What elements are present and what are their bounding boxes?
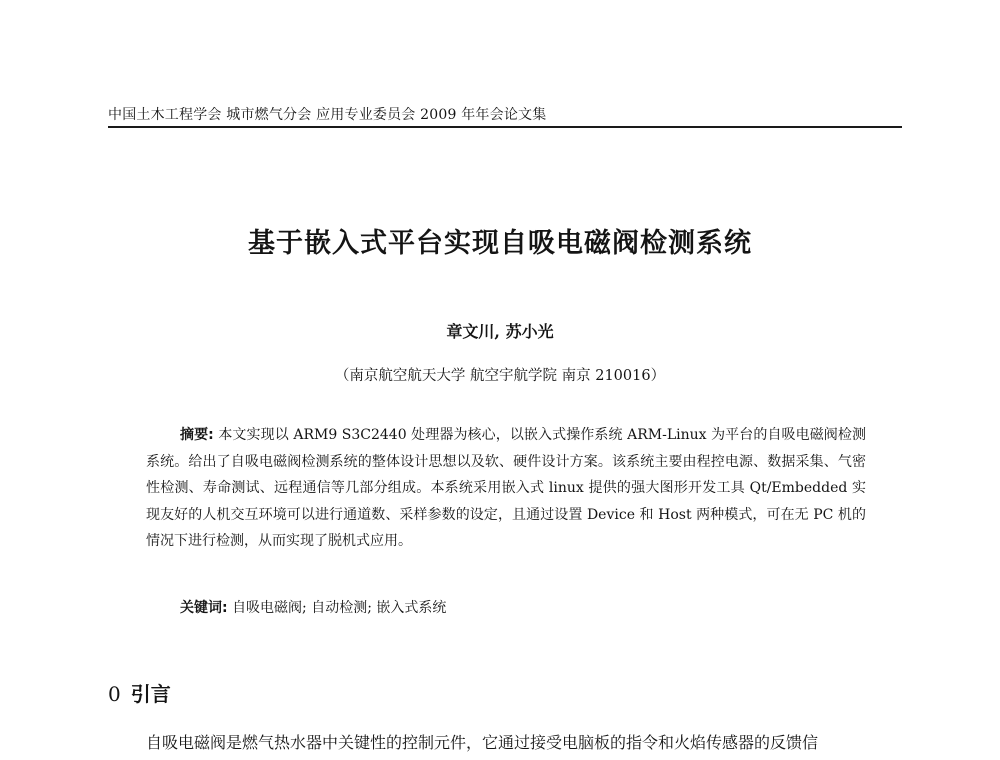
affiliation: （南京航空航天大学 航空宇航学院 南京 210016）	[334, 368, 666, 384]
running-header: 中国土木工程学会 城市燃气分会 应用专业委员会 2009 年年会论文集	[108, 107, 547, 123]
header-rule	[108, 126, 902, 128]
abstract-paragraph	[146, 422, 866, 555]
section-number: 0	[108, 682, 121, 706]
section-heading	[108, 680, 171, 708]
keywords-text: 自吸电磁阀; 自动检测; 嵌入式系统	[232, 600, 447, 616]
paper-title: 基于嵌入式平台实现自吸电磁阀检测系统	[248, 228, 752, 259]
abstract-text: 本文实现以 ARM9 S3C2440 处理器为核心，以嵌入式操作系统 ARM-Linux 为平台的自吸电磁阀检测系统。给出了自吸电磁阀检测系统的整体设计思想以及软、硬件设计方案。该系统主要由程控电源、数据采集、气密性检测、寿命测试、远程通信等几部分组成。本系统采用嵌入式 linux 提供的强大图形开发工具 Qt/Embedded 实现友好的人机交互环境可以进行通道数、采样参数的设定，且通过设置 Device 和 Host 两种模式，可在无 PC 机的情况下进行检测，从而实现了脱机式应用。	[146, 427, 866, 549]
body-paragraph: 自吸电磁阀是燃气热水器中关键性的控制元件，它通过接受电脑板的指令和火焰传感器的反馈信	[146, 733, 819, 752]
authors: 章文川, 苏小光	[446, 322, 554, 341]
keywords-label: 关键词:	[180, 600, 228, 616]
section-title: 引言	[130, 682, 171, 706]
abstract	[146, 422, 866, 555]
keywords	[180, 596, 446, 620]
abstract-label: 摘要:	[180, 427, 214, 443]
